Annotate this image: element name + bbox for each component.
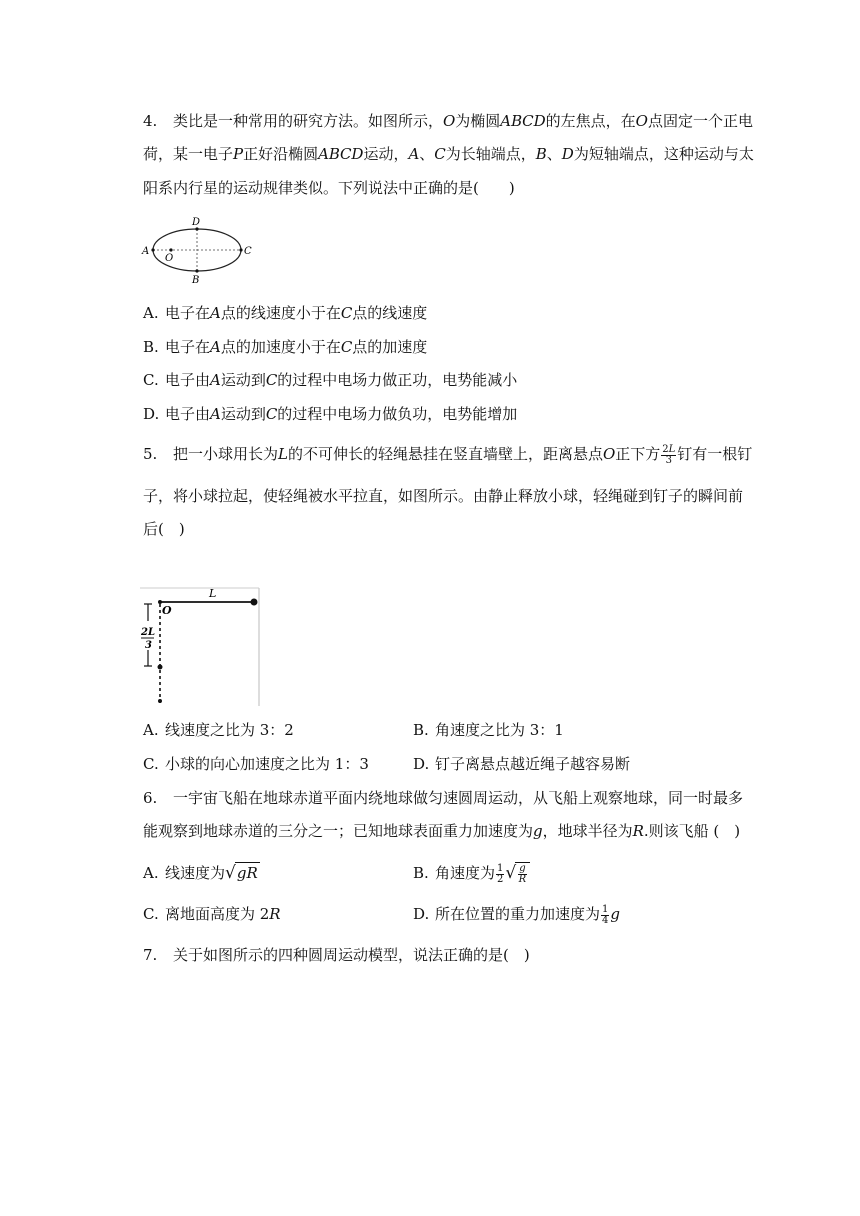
sqrt-symbol: √ [505, 863, 517, 883]
q6-option-a-text: 线速度为 [165, 864, 226, 882]
q5-option-d-label: D. [413, 755, 430, 773]
q5-fraction [661, 445, 676, 466]
q6-stem-line2: 能观察到地球赤道的三分之一；已知地球表面重力加速度为𝑔，地球半径为𝑅.则该飞船 ( ) [143, 822, 741, 840]
point-b [195, 269, 198, 272]
q5-option-a-text: 线速度之比为 3：2 [165, 721, 294, 739]
q4-option-a-label: A. [143, 304, 159, 322]
q5-frac-num: 2𝐿 [662, 443, 676, 455]
q7-stem-line1 [143, 945, 530, 965]
label-c: C [244, 246, 252, 257]
q5-stem-text1a: 把一小球用长为𝐿的不可伸长的轻绳悬挂在竖直墙壁上，距离悬点𝑂正下方 [173, 445, 661, 463]
q6-option-b-root [515, 862, 529, 885]
q5-stem-text1b: 钉有一根钉 [677, 445, 753, 463]
q4-option-b-text: 电子在𝐴点的加速度小于在𝐶点的加速度 [165, 338, 428, 356]
q6-number: 6. [143, 789, 158, 807]
q4-stem-line2: 荷，某一电子𝑃正好沿椭圆𝐴𝐵𝐶𝐷运动，𝐴、𝐶为长轴端点，𝐵、𝐷为短轴端点，这种运动与太 [143, 145, 754, 163]
q4-option-d-text: 电子由𝐴运动到𝐶的过程中电场力做负功，电势能增加 [165, 405, 518, 423]
q4-option-c[interactable] [143, 370, 517, 390]
q4-option-b[interactable] [143, 337, 427, 357]
q7-number: 7. [143, 946, 158, 964]
sqrt-symbol: √ [225, 863, 236, 883]
label-b: B [192, 275, 200, 286]
q5-option-c-text: 小球的向心加速度之比为 1：3 [165, 755, 369, 773]
q5-stem-line3: 后( ) [143, 520, 185, 538]
q4-stem-line1 [143, 111, 753, 131]
label-o: O [162, 604, 172, 617]
q6-option-d-tail: 𝑔 [610, 905, 620, 923]
q6-option-b-frac-den: 2 [497, 873, 504, 885]
q4-option-d-label: D. [143, 405, 160, 423]
q6-option-b[interactable] [413, 862, 530, 885]
q5-option-d[interactable] [413, 754, 630, 774]
q5-frac-den: 3 [665, 454, 672, 466]
pendulum-figure [140, 584, 265, 709]
q6-option-a-root: 𝑔𝑅 [236, 864, 258, 882]
q5-option-d-text: 钉子离悬点越近绳子越容易断 [435, 755, 631, 773]
q7-stem-text1: 关于如图所示的四种圆周运动模型，说法正确的是( ) [173, 946, 530, 964]
q5-option-b[interactable] [413, 720, 564, 740]
label-2l: 2L [141, 627, 155, 638]
q6-option-b-frac [496, 864, 504, 885]
label-o: O [165, 253, 174, 264]
q4-option-b-label: B. [143, 338, 159, 356]
ellipse-figure [140, 214, 260, 286]
q5-stem-line1 [143, 444, 752, 466]
q5-option-a-label: A. [143, 721, 159, 739]
q5-option-c[interactable] [143, 754, 369, 774]
q6-option-a-label: A. [143, 864, 159, 882]
q5-option-c-label: C. [143, 755, 159, 773]
label-3: 3 [145, 640, 152, 651]
q4-stem-text1: 类比是一种常用的研究方法。如图所示，𝑂为椭圆𝐴𝐵𝐶𝐷的左焦点，在𝑂点固定一个正电 [173, 112, 753, 130]
q6-option-a[interactable] [143, 862, 260, 883]
q5-option-a[interactable] [143, 720, 294, 740]
q6-option-c[interactable] [143, 904, 281, 924]
q6-option-d-frac [601, 905, 609, 926]
nail [158, 665, 163, 670]
q6-stem-text1: 一宇宙飞船在地球赤道平面内绕地球做匀速圆周运动，从飞船上观察地球，同一时最多 [173, 789, 744, 807]
q5-stem-line2: 子，将小球拉起，使轻绳被水平拉直，如图所示。由静止释放小球，轻绳碰到钉子的瞬间前 [143, 487, 744, 505]
q6-option-c-text: 离地面高度为 2𝑅 [165, 905, 281, 923]
point-a [151, 248, 154, 251]
q6-option-d-label: D. [413, 905, 430, 923]
label-l: L [209, 587, 217, 600]
q6-option-d-text: 所在位置的重力加速度为 [435, 905, 601, 923]
label-d: D [192, 217, 201, 228]
q6-option-d[interactable] [413, 904, 620, 926]
ball [251, 599, 258, 606]
q4-option-a-text: 电子在𝐴点的线速度小于在𝐶点的线速度 [165, 304, 428, 322]
q4-number: 4. [143, 112, 158, 130]
q6-option-c-label: C. [143, 905, 159, 923]
q6-option-b-root-den: 𝑅 [518, 873, 527, 885]
q6-option-b-text: 角速度为 [435, 864, 496, 882]
q6-option-b-label: B. [413, 864, 429, 882]
point-c [239, 248, 242, 251]
q5-option-b-label: B. [413, 721, 429, 739]
q6-option-d-frac-num: 1 [602, 903, 609, 915]
q4-stem-line3: 阳系内行星的运动规律类似。下列说法中正确的是( ) [143, 179, 515, 197]
q4-option-c-text: 电子由𝐴运动到𝐶的过程中电场力做正功，电势能减小 [165, 371, 518, 389]
q5-option-b-text: 角速度之比为 3：1 [435, 721, 564, 739]
q4-option-a[interactable] [143, 303, 427, 323]
lowest-point [158, 699, 162, 703]
q5-number: 5. [143, 445, 158, 463]
label-a: A [142, 246, 150, 257]
q6-stem-line1 [143, 788, 743, 808]
q6-option-d-frac-den: 4 [602, 914, 609, 926]
q6-option-b-root-num: 𝑔 [519, 862, 526, 874]
q4-option-d[interactable] [143, 404, 517, 424]
q4-option-c-label: C. [143, 371, 159, 389]
q6-option-b-frac-num: 1 [497, 862, 504, 874]
point-o [169, 248, 172, 251]
